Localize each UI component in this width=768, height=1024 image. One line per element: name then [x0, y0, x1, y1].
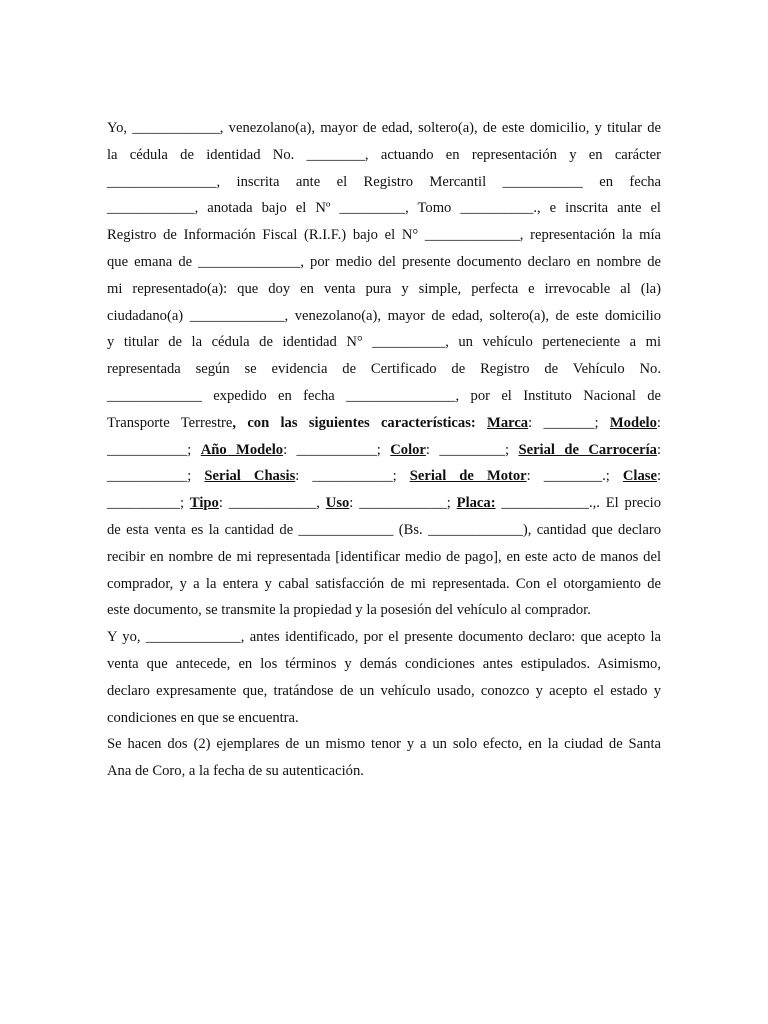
label-placa: Placa: — [456, 495, 496, 512]
document-line: recibir en nombre de mi representada [identificar medio de pago], en este acto de manos del — [107, 548, 661, 565]
document-line: Registro de Información Fiscal (R.I.F.) bajo el N° _____________, representación la mía — [107, 227, 661, 244]
label-tipo: Tipo — [189, 495, 219, 512]
vehicle-characteristics-line: Transporte Terrestre, con las siguientes características: Marca: _______; Modelo: — [107, 414, 661, 431]
document-line: representada según se evidencia de Certificado de Registro de Vehículo No. — [107, 361, 661, 378]
document-line: la cédula de identidad No. ________, actuando en representación y en carácter — [107, 146, 661, 163]
vehicle-characteristics-line: __________; Tipo: ____________, Uso: ____________; Placa: ____________.,. El precio — [107, 495, 662, 512]
label-serial-chasis: Serial Chasis — [204, 468, 296, 485]
document-line: Se hacen dos (2) ejemplares de un mismo tenor y a un solo efecto, en la ciudad de Santa — [107, 736, 661, 753]
label-color: Color — [390, 441, 426, 458]
document-line: mi representado(a): que doy en venta pura y simple, perfecta e irrevocable al (la) — [107, 280, 661, 297]
document-line: este documento, se transmite la propiedad y la posesión del vehículo al comprador. — [107, 602, 591, 619]
document-line: ____________, anotada bajo el Nº _________, Tomo __________., e inscrita ante el — [107, 200, 661, 217]
document-line: de esta venta es la cantidad de _____________ (Bs. _____________), cantidad que declaro — [107, 521, 661, 538]
document-line: y titular de la cédula de identidad N° __________, un vehículo perteneciente a mi — [107, 334, 661, 351]
document-line: Ana de Coro, a la fecha de su autenticación. — [107, 763, 364, 780]
document-line: _______________, inscrita ante el Registro Mercantil ___________ en fecha — [107, 173, 661, 190]
document-line: Yo, ____________, venezolano(a), mayor de edad, soltero(a), de este domicilio, y titular de — [107, 120, 661, 136]
document-line: declaro expresamente que, tratándose de un vehículo usado, conozco y acepto el estado y — [107, 682, 661, 699]
document-line: que emana de ______________, por medio del presente documento declaro en nombre de — [107, 253, 661, 270]
document-line: condiciones en que se encuentra. — [107, 709, 299, 726]
document-line: _____________ expedido en fecha _______________, por el Instituto Nacional de — [107, 387, 661, 404]
vehicle-characteristics-line: ___________; Serial Chasis: ___________; Serial de Motor: ________.; Clase: — [107, 468, 662, 485]
label-serial-motor: Serial de Motor — [409, 468, 527, 485]
document-body — [107, 115, 661, 785]
label-modelo: Modelo — [609, 414, 657, 431]
vehicle-characteristics-line: ___________; Año Modelo: ___________; Color: _________; Serial de Carrocería: — [107, 441, 661, 458]
label-anio-modelo: Año Modelo — [200, 441, 284, 458]
document-line: venta que antecede, en los términos y demás condiciones antes estipulados. Asimismo, — [107, 655, 661, 672]
document-line: Y yo, _____________, antes identificado, por el presente documento declaro: que acepto la — [107, 629, 661, 646]
label-marca: Marca — [487, 414, 529, 431]
label-serial-carroceria: Serial de Carrocería — [518, 441, 657, 458]
document-line: comprador, y a la entera y cabal satisfacción de mi representada. Con el otorgamiento de — [107, 575, 661, 592]
label-clase: Clase — [622, 468, 657, 485]
document-line: ciudadano(a) _____________, venezolano(a), mayor de edad, soltero(a), de este domicilio — [107, 307, 661, 324]
label-uso: Uso — [325, 495, 350, 512]
